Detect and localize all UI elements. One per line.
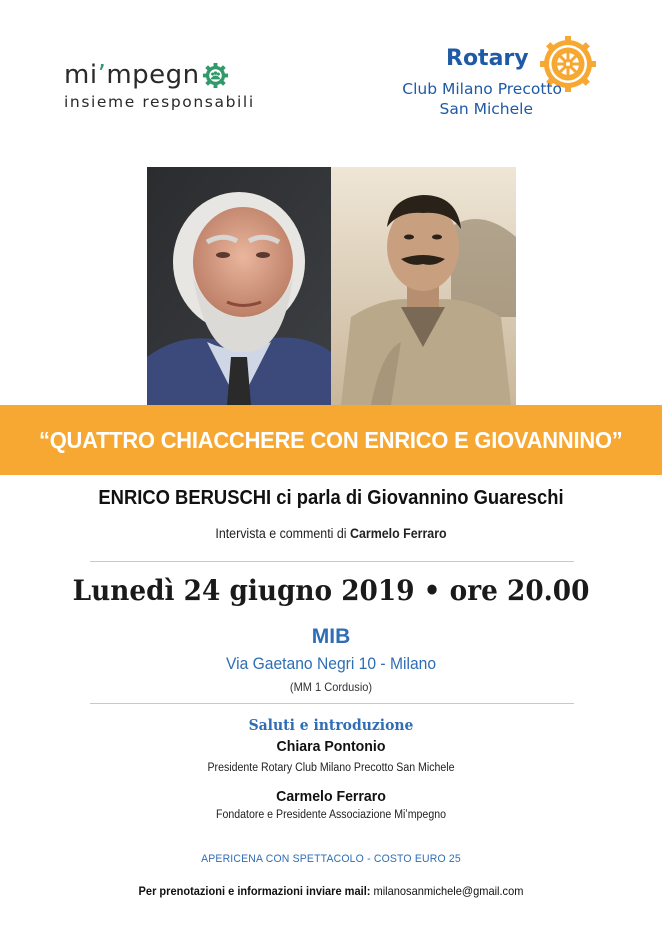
divider <box>90 561 574 562</box>
event-venue: MIB <box>311 625 351 648</box>
interview-line: Intervista e commenti di Carmelo Ferraro <box>215 526 447 541</box>
rotary-logo <box>370 36 600 126</box>
event-title: “QUATTRO CHIACCHERE CON ENRICO E GIOVANNINO” <box>39 426 623 453</box>
greeter-role: Presidente Rotary Club Milano Precotto San Michele <box>207 762 455 774</box>
photo-giovannino-guareschi <box>331 167 516 405</box>
rotary-club-line2: San Michele <box>439 100 533 118</box>
greeter-name: Chiara Pontonio <box>276 738 386 755</box>
event-datetime: Lunedì 24 giugno 2019 • ore 20.00 <box>72 574 590 607</box>
greeter-role: Fondatore e Presidente Associazione Miʼmpegno <box>216 809 446 821</box>
photo-enrico-beruschi <box>147 167 331 405</box>
mimpegno-tagline: insieme responsabili <box>64 93 255 111</box>
event-date: Lunedì 24 giugno 2019 <box>72 574 415 607</box>
greetings-heading: Saluti e introduzione <box>248 716 414 734</box>
contact-line: Per prenotazioni e informazioni inviare mail: milanosanmichele@gmail.com <box>138 884 524 898</box>
contact-email[interactable]: milanosanmichele@gmail.com <box>373 884 524 898</box>
gear-people-icon <box>202 62 229 89</box>
interviewer-name: Carmelo Ferraro <box>349 526 447 541</box>
mimpegno-wordmark: mi ʼ mpegn <box>64 58 284 92</box>
event-subtitle <box>26 487 635 510</box>
speaker-name: ENRICO BERUSCHI <box>98 487 272 509</box>
event-address: Via Gaetano Negri 10 - Milano <box>225 654 437 673</box>
speaker-topic: ci parla di Giovannino Guareschi <box>276 487 564 509</box>
portrait-photos <box>147 167 516 405</box>
greeter-name: Carmelo Ferraro <box>276 788 386 805</box>
event-time: ore 20.00 <box>449 574 590 607</box>
apericena-info: APERICENA CON SPETTACOLO - COSTO EURO 25 <box>201 853 461 865</box>
rotary-club-line1: Club Milano Precotto <box>402 80 562 98</box>
mimpegno-logo <box>64 58 284 111</box>
title-band <box>0 405 662 475</box>
rotary-name: Rotary <box>446 46 529 71</box>
divider <box>90 703 574 704</box>
event-metro: (MM 1 Cordusio) <box>289 680 373 694</box>
